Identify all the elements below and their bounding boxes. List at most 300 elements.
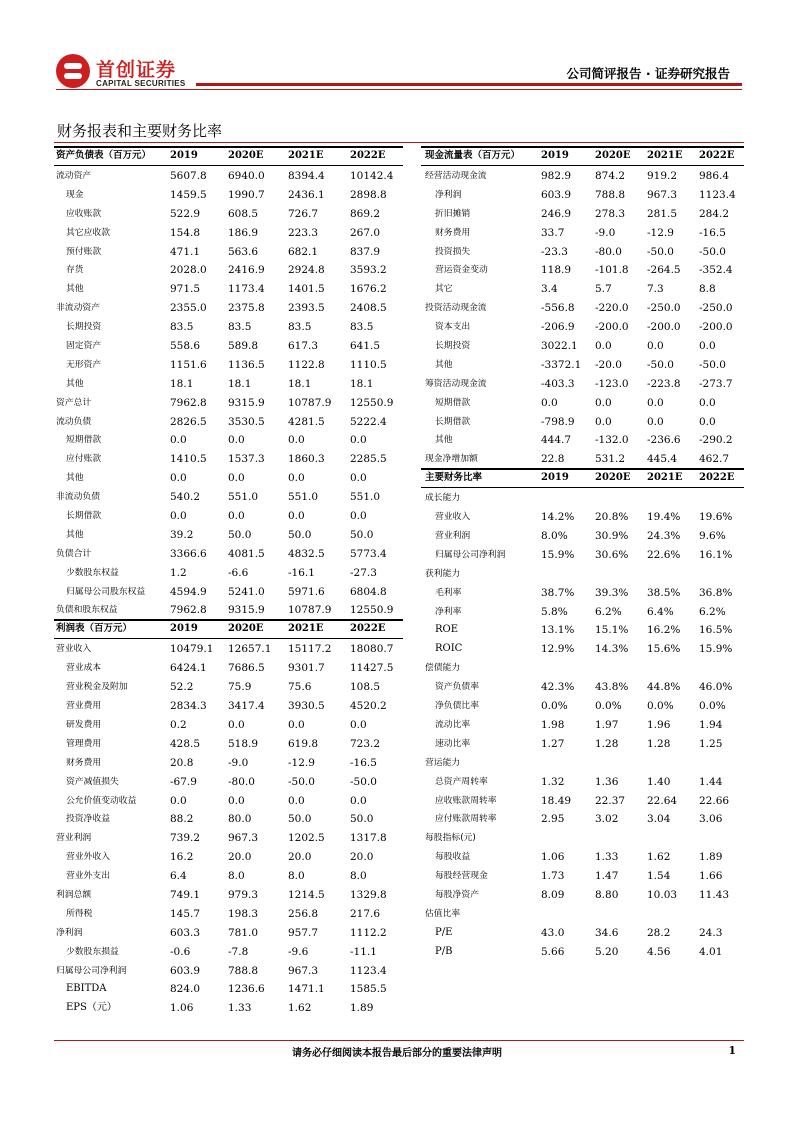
row-value: 1990.7 [228, 188, 265, 201]
row-value: -200.0 [595, 321, 629, 334]
row-value: 1202.5 [288, 832, 325, 845]
row-value: 20.0 [350, 851, 374, 864]
row-value: 3.06 [699, 813, 723, 826]
row-value: 1.94 [699, 718, 723, 731]
table-row [54, 355, 403, 374]
row-value: 4594.9 [170, 585, 207, 598]
row-value: 471.1 [170, 245, 201, 258]
row-value: 982.9 [541, 170, 572, 182]
table-row [421, 242, 744, 261]
row-value: 3366.6 [170, 547, 207, 560]
row-value: 22.64 [647, 794, 678, 807]
table-row [54, 923, 403, 942]
row-label: 净利率 [435, 606, 462, 617]
row-value: 12550.9 [350, 396, 394, 409]
table-row [54, 979, 403, 998]
row-value: 0.0 [699, 415, 716, 428]
row-value: 22.66 [699, 794, 730, 807]
row-value: 246.9 [541, 207, 572, 220]
row-value: 34.6 [595, 926, 619, 939]
table-row [421, 166, 744, 185]
row-label: 净利润 [435, 189, 462, 200]
table-row [421, 488, 744, 507]
row-value: 8.0 [350, 870, 367, 883]
row-value: 20.8% [595, 511, 629, 524]
row-value: -250.0 [647, 302, 681, 315]
table-row [421, 336, 744, 355]
row-value: 1.33 [228, 1002, 252, 1015]
row-value: 9315.9 [228, 396, 265, 409]
row-label: 净利润 [56, 927, 83, 938]
year-header: 2019 [170, 623, 198, 635]
row-value: -20.0 [595, 358, 622, 371]
row-value: 788.8 [228, 964, 259, 977]
row-value: 8.0 [288, 870, 305, 883]
table-row [54, 393, 403, 412]
table-row [54, 412, 403, 431]
row-value: 0.0 [228, 510, 245, 523]
row-value: -12.9 [288, 756, 315, 769]
row-value: 18.1 [170, 377, 194, 390]
row-value: 617.3 [288, 340, 319, 353]
row-label: EBITDA [66, 983, 107, 995]
row-label: 成长能力 [425, 493, 461, 504]
row-value: 3.4 [541, 283, 558, 296]
row-value: 145.7 [170, 907, 201, 920]
row-value: 0.0 [170, 434, 187, 447]
logo-icon [56, 54, 90, 88]
row-label: P/E [435, 926, 453, 938]
row-value: 1.44 [699, 775, 723, 788]
row-value: -11.1 [350, 945, 377, 958]
row-value: 1.36 [595, 775, 619, 788]
row-value: 256.8 [288, 907, 319, 920]
row-value: 2436.1 [288, 188, 325, 201]
row-value: 16.2 [170, 851, 194, 864]
table-row [421, 866, 744, 885]
row-value: -50.0 [699, 358, 726, 371]
row-value: 0.2 [170, 718, 187, 731]
row-value: 4081.5 [228, 547, 265, 560]
row-value: 10.03 [647, 888, 678, 901]
row-label: 营业利润 [435, 531, 471, 542]
table-row [54, 809, 403, 828]
row-value: 24.3 [699, 926, 723, 939]
row-value: 38.7% [541, 586, 575, 599]
table-row [421, 564, 744, 583]
row-value: 50.0 [228, 528, 252, 541]
row-value: 13.1% [541, 624, 575, 637]
row-label: ROIC [435, 643, 463, 655]
year-header: 2020E [228, 623, 264, 635]
row-value: 824.0 [170, 983, 201, 996]
row-value: 1459.5 [170, 188, 207, 201]
row-value: 38.5% [647, 586, 681, 599]
table-row [54, 639, 403, 658]
row-label: 营业费用 [66, 701, 102, 712]
row-value: -9.6 [288, 945, 309, 958]
table-row [421, 923, 744, 942]
title-divider [54, 142, 744, 143]
row-value: 0.0% [595, 700, 622, 713]
row-label: 非流动负债 [56, 492, 100, 503]
row-value: 2.95 [541, 813, 565, 826]
table-row [421, 658, 744, 677]
row-label: 短期借款 [66, 435, 102, 446]
table-header-row [421, 468, 744, 488]
row-value: 1317.8 [350, 832, 387, 845]
row-value: 0.0 [699, 340, 716, 353]
row-value: 39.3% [595, 586, 629, 599]
row-value: 1123.4 [350, 964, 387, 977]
row-label: 存货 [66, 265, 84, 276]
row-value: 108.5 [350, 681, 381, 694]
row-value: 0.0 [350, 718, 367, 731]
row-value: 641.5 [350, 340, 381, 353]
row-value: 869.2 [350, 207, 381, 220]
row-value: 42.3% [541, 681, 575, 694]
header-divider-thin [56, 89, 742, 90]
row-label: 其他 [435, 359, 453, 370]
row-value: 1.96 [647, 718, 671, 731]
row-value: 1.2 [170, 566, 187, 579]
row-value: 10787.9 [288, 604, 332, 617]
row-label: 现金净增加额 [425, 454, 478, 465]
row-label: 长期借款 [435, 416, 471, 427]
row-value: 20.8 [170, 756, 194, 769]
row-value: 18080.7 [350, 643, 394, 656]
row-value: 1471.1 [288, 983, 325, 996]
row-value: 558.6 [170, 340, 201, 353]
row-label: 资本支出 [435, 322, 471, 333]
balance-sheet-table [54, 146, 403, 619]
row-label: 资产总计 [56, 397, 92, 408]
table-row [54, 715, 403, 734]
row-label: 投资净收益 [66, 814, 110, 825]
row-value: 957.7 [288, 926, 319, 939]
row-label: 公允价值变动收益 [66, 795, 137, 806]
table-row [421, 317, 744, 336]
row-label: 速动比率 [435, 738, 471, 749]
table-row [421, 753, 744, 772]
row-label: 长期投资 [435, 341, 471, 352]
row-value: 2393.5 [288, 302, 325, 315]
row-label: 负债和股东权益 [56, 605, 118, 616]
row-value: 4832.5 [288, 547, 325, 560]
row-value: 7962.8 [170, 604, 207, 617]
row-value: -50.0 [647, 358, 674, 371]
row-label: 利润总额 [56, 889, 92, 900]
row-label: 营业收入 [435, 512, 471, 523]
row-value: 5607.8 [170, 170, 207, 182]
row-value: 88.2 [170, 813, 194, 826]
row-value: -50.0 [288, 775, 315, 788]
row-value: 1.89 [350, 1002, 374, 1015]
row-value: 0.0 [288, 794, 305, 807]
row-value: 44.8% [647, 681, 681, 694]
row-value: 1.73 [541, 870, 565, 883]
table-row [421, 507, 744, 526]
legal-disclaimer: 请务必仔细阅读本报告最后部分的重要法律声明 [292, 1048, 502, 1059]
row-value: 3530.5 [228, 415, 265, 428]
row-value: 979.3 [228, 888, 259, 901]
row-label: 资产减值损失 [66, 776, 119, 787]
row-value: 30.9% [595, 530, 629, 543]
row-value: -3372.1 [541, 358, 582, 371]
row-value: 603.3 [170, 926, 201, 939]
row-label: EPS（元） [66, 1002, 117, 1014]
row-value: -798.9 [541, 415, 575, 428]
row-value: 20.0 [228, 851, 252, 864]
row-value: 0.0 [595, 415, 612, 428]
row-label: 营业外收入 [66, 852, 110, 863]
row-label: 总资产周转率 [435, 776, 488, 787]
row-value: 723.2 [350, 737, 381, 750]
table-row [54, 582, 403, 601]
row-value: -9.0 [595, 226, 616, 239]
table-row [421, 942, 744, 961]
row-value: 967.3 [288, 964, 319, 977]
row-label: 营业利润 [56, 833, 92, 844]
row-value: -16.5 [699, 226, 726, 239]
row-value: 551.0 [228, 491, 259, 504]
table-row [54, 204, 403, 223]
table-row [54, 658, 403, 677]
row-value: 1860.3 [288, 453, 325, 466]
row-value: 75.9 [228, 681, 252, 694]
row-value: 6804.8 [350, 585, 387, 598]
row-value: -101.8 [595, 264, 629, 277]
table-row [421, 583, 744, 602]
row-value: 0.0 [699, 396, 716, 409]
footer-divider [54, 1040, 744, 1041]
table-row [54, 828, 403, 847]
row-value: -200.0 [647, 321, 681, 334]
table-row [54, 242, 403, 261]
year-header: 2021E [647, 472, 683, 484]
row-value: 1110.5 [350, 358, 387, 371]
row-label: 营业外支出 [66, 871, 110, 882]
year-header: 2021E [288, 623, 324, 635]
row-value: 12550.9 [350, 604, 394, 617]
row-value: 0.0 [288, 718, 305, 731]
row-value: 5.7 [595, 283, 612, 296]
table-row [54, 374, 403, 393]
row-value: -123.0 [595, 377, 629, 390]
row-value: 2898.8 [350, 188, 387, 201]
row-value: 18.1 [288, 377, 312, 390]
row-label: 财务费用 [435, 227, 471, 238]
row-value: 6.4% [647, 605, 674, 618]
row-label: 研发费用 [66, 719, 102, 730]
row-value: 619.8 [288, 737, 319, 750]
row-value: 11427.5 [350, 662, 394, 675]
row-value: 15.1% [595, 624, 629, 637]
row-value: -6.6 [228, 566, 249, 579]
row-value: 2355.0 [170, 302, 207, 315]
row-value: 52.2 [170, 681, 194, 694]
row-value: 3.04 [647, 813, 671, 826]
row-value: 1.28 [647, 737, 671, 750]
row-value: 0.0 [170, 472, 187, 485]
row-value: 5971.6 [288, 585, 325, 598]
table-title: 资产负债表（百万元） [56, 150, 152, 161]
row-value: 0.0 [170, 510, 187, 523]
table-row [421, 809, 744, 828]
row-value: 43.0 [541, 926, 565, 939]
table-row [54, 734, 403, 753]
row-value: 551.0 [350, 491, 381, 504]
row-value: 1.62 [288, 1002, 312, 1015]
row-label: 投资活动现金流 [425, 303, 487, 314]
row-value: 281.5 [647, 207, 678, 220]
row-value: -50.0 [647, 245, 674, 258]
row-value: 6424.1 [170, 662, 207, 675]
row-value: 0.0 [350, 434, 367, 447]
row-label: 短期借款 [435, 397, 471, 408]
table-row [421, 545, 744, 564]
row-value: 83.5 [288, 321, 312, 334]
row-value: 1.47 [595, 870, 619, 883]
row-value: 0.0 [647, 415, 664, 428]
table-row [54, 317, 403, 336]
table-row [421, 298, 744, 317]
row-value: 0.0 [541, 396, 558, 409]
row-value: 1.89 [699, 851, 723, 864]
row-value: 118.9 [541, 264, 572, 277]
row-label: 每股净资产 [435, 889, 479, 900]
row-value: 39.2 [170, 528, 194, 541]
table-row [54, 166, 403, 185]
row-value: -80.0 [228, 775, 255, 788]
row-value: 5.66 [541, 945, 565, 958]
table-title: 现金流量表（百万元） [425, 150, 521, 161]
row-value: 43.8% [595, 681, 629, 694]
year-header: 2022E [699, 150, 735, 161]
row-value: -290.2 [699, 434, 733, 447]
row-label: 其他 [66, 473, 84, 484]
row-value: 2028.0 [170, 264, 207, 277]
row-label: 非流动资产 [56, 303, 100, 314]
row-value: 8.80 [595, 888, 619, 901]
row-label: 营业成本 [66, 663, 102, 674]
row-value: -16.5 [350, 756, 377, 769]
row-value: 0.0 [350, 472, 367, 485]
row-label: 财务费用 [66, 757, 102, 768]
row-value: 12.9% [541, 643, 575, 656]
row-label: 折旧摊销 [435, 208, 471, 219]
row-value: 9.6% [699, 530, 726, 543]
row-value: 18.1 [228, 377, 252, 390]
row-value: 22.6% [647, 548, 681, 561]
row-value: 1401.5 [288, 283, 325, 296]
table-row [54, 298, 403, 317]
row-value: 518.9 [228, 737, 259, 750]
row-value: 0.0 [350, 794, 367, 807]
row-label: 无形资产 [66, 359, 102, 370]
table-row [421, 279, 744, 298]
row-value: 8394.4 [288, 170, 325, 182]
row-value: 7686.5 [228, 662, 265, 675]
row-value: 83.5 [170, 321, 194, 334]
row-value: 2285.5 [350, 453, 387, 466]
row-value: 30.6% [595, 548, 629, 561]
row-value: 12657.1 [228, 643, 272, 656]
row-label: 经营活动现金流 [425, 171, 487, 181]
table-row [421, 412, 744, 431]
row-value: 3417.4 [228, 700, 265, 713]
row-value: 8.0 [228, 870, 245, 883]
row-value: 0.0 [595, 396, 612, 409]
row-value: -236.6 [647, 434, 681, 447]
row-value: 46.0% [699, 681, 733, 694]
row-value: 874.2 [595, 170, 626, 182]
row-value: 749.1 [170, 888, 201, 901]
table-header-row [421, 146, 744, 166]
row-value: 22.8 [541, 453, 565, 466]
row-value: 1537.3 [228, 453, 265, 466]
table-row [421, 715, 744, 734]
row-label: ROE [435, 624, 459, 636]
row-value: 2408.5 [350, 302, 387, 315]
row-label: 预付账款 [66, 246, 102, 257]
row-value: 6940.0 [228, 170, 265, 182]
row-label: 归属母公司股东权益 [66, 586, 146, 597]
row-label: 其它 [435, 284, 453, 295]
table-row [421, 885, 744, 904]
table-title: 利润表（百万元） [56, 623, 133, 635]
row-value: 0.0 [647, 396, 664, 409]
row-label: 管理费用 [66, 738, 102, 749]
row-label: 应付账款 [66, 454, 102, 465]
table-row [421, 185, 744, 204]
row-value: 1585.5 [350, 983, 387, 996]
row-label: 其它应收款 [66, 227, 110, 238]
row-value: 6.2% [699, 605, 726, 618]
row-value: 33.7 [541, 226, 565, 239]
row-value: 0.0% [699, 700, 726, 713]
row-value: 1.28 [595, 737, 619, 750]
table-row [421, 791, 744, 810]
row-value: 50.0 [288, 813, 312, 826]
row-value: 15117.2 [288, 643, 332, 656]
row-label: 长期投资 [66, 322, 102, 333]
row-value: -80.0 [595, 245, 622, 258]
row-value: -264.5 [647, 264, 681, 277]
row-value: 2375.8 [228, 302, 265, 315]
row-label: 归属母公司净利润 [56, 965, 127, 976]
year-header: 2021E [647, 150, 683, 161]
row-value: 16.5% [699, 624, 733, 637]
year-header: 2019 [541, 472, 569, 484]
row-value: 278.3 [595, 207, 626, 220]
row-value: 75.6 [288, 681, 312, 694]
row-value: 919.2 [647, 170, 678, 182]
row-value: 531.2 [595, 453, 626, 466]
table-row [421, 204, 744, 223]
row-value: 986.4 [699, 170, 730, 182]
row-value: 15.9% [541, 548, 575, 561]
row-label: 负债合计 [56, 548, 92, 559]
table-row [54, 223, 403, 242]
year-header: 2020E [595, 150, 631, 161]
row-value: 186.9 [228, 226, 259, 239]
table-row [421, 449, 744, 468]
table-row [54, 525, 403, 544]
row-value: 1214.5 [288, 888, 325, 901]
row-value: 154.8 [170, 226, 201, 239]
row-label: P/B [435, 945, 453, 957]
